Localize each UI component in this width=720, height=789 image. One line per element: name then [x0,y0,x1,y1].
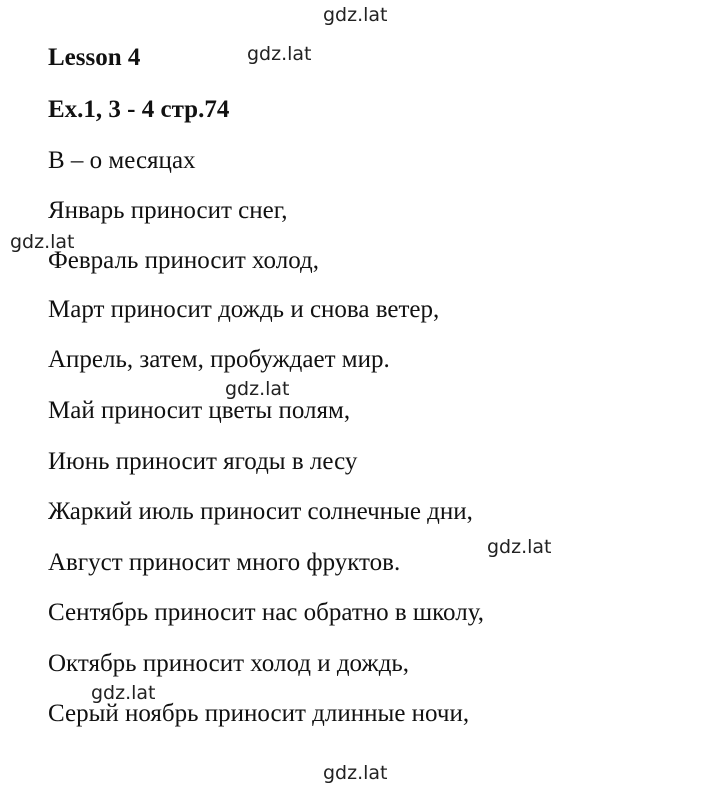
poem-line: Январь приносит снег, [48,197,288,224]
poem-line: Март приносит дождь и снова ветер, [48,296,440,323]
poem-line: Май приносит цветы полям, [48,397,351,424]
watermark-text: gdz.lat [323,762,388,784]
exercise-reference: Ex.1, 3 - 4 стр.74 [48,96,230,123]
poem-line: Июнь приносит ягоды в лесу [48,448,358,475]
poem-line: Февраль приносит холод, [48,247,319,274]
watermark-text: gdz.lat [323,4,388,26]
watermark-text: gdz.lat [10,231,75,253]
poem-line: Апрель, затем, пробуждает мир. [48,346,390,373]
poem-line: Август приносит много фруктов. [48,549,401,576]
poem-line: Сентябрь приносит нас обратно в школу, [48,599,484,626]
watermark-text: gdz.lat [91,682,156,704]
section-label: В – о месяцах [48,147,196,174]
poem-line: Серый ноябрь приносит длинные ночи, [48,700,470,727]
watermark-text: gdz.lat [225,378,290,400]
watermark-text: gdz.lat [247,43,312,65]
watermark-text: gdz.lat [487,536,552,558]
poem-line: Жаркий июль приносит солнечные дни, [48,498,473,525]
poem-line: Октябрь приносит холод и дождь, [48,650,410,677]
lesson-title: Lesson 4 [48,44,141,71]
